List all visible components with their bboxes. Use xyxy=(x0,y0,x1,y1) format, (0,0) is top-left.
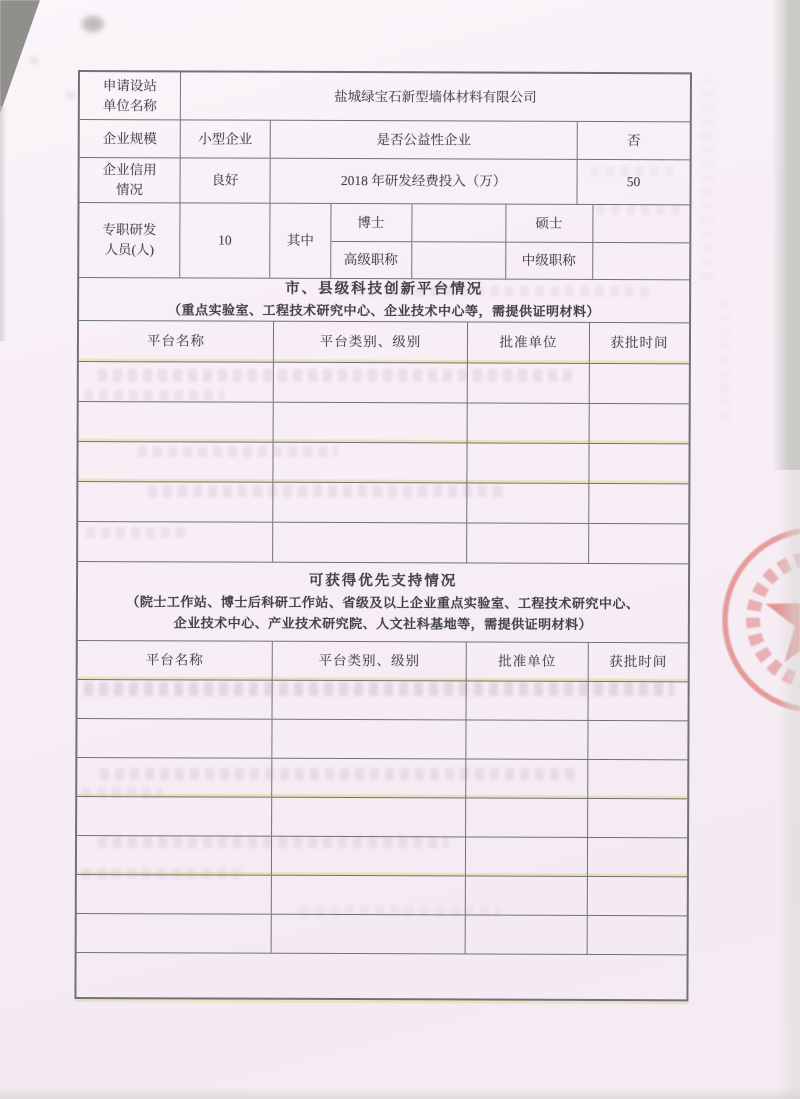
priority-support-column-headers xyxy=(78,640,688,681)
empty-cell xyxy=(465,759,587,797)
among-label: 其中 xyxy=(269,204,330,278)
section-city-platforms-header xyxy=(79,278,689,322)
empty-cell xyxy=(587,877,687,915)
paper-right-edge xyxy=(778,470,800,1099)
empty-cell xyxy=(587,916,687,954)
paper-right-edge xyxy=(772,0,800,470)
empty-table-row xyxy=(77,796,687,837)
section-city-platforms-subtitle: （重点实验室、工程技术研究中心、企业技术中心等，需提供证明材料） xyxy=(168,302,601,320)
scanner-corner-shadow xyxy=(0,0,60,130)
empty-cell xyxy=(465,720,587,758)
empty-cell xyxy=(77,914,271,953)
empty-table-row xyxy=(77,757,687,798)
empty-cell xyxy=(271,720,465,759)
empty-table-row xyxy=(78,521,688,563)
row-applicant xyxy=(80,72,690,121)
empty-cell xyxy=(467,403,589,442)
empty-cell xyxy=(271,837,465,876)
column-header-platform-name: 平台名称 xyxy=(146,333,205,349)
empty-cell xyxy=(273,363,467,403)
rnd-fund-value: 50 xyxy=(576,160,689,204)
empty-cell xyxy=(78,522,272,562)
city-platforms-column-headers xyxy=(79,320,689,363)
empty-table-row xyxy=(77,835,687,876)
section-priority-support-header xyxy=(78,562,688,642)
staff-breakdown xyxy=(330,204,689,279)
row-section-priority-support xyxy=(78,561,688,642)
credit-value: 良好 xyxy=(179,158,269,202)
section-priority-support-subtitle-1: （院士工作站、博士后科研工作站、省级及以上企业重点实验室、工程技术研究中心、 xyxy=(126,593,640,611)
bleedthrough-ghost xyxy=(720,300,730,420)
applicant-label: 申请设站 单位名称 xyxy=(102,78,157,113)
empty-cell xyxy=(272,483,466,523)
empty-table-row xyxy=(77,718,687,759)
empty-cell xyxy=(272,681,466,720)
doctor-value xyxy=(411,204,505,241)
scale-label: 企业规模 xyxy=(102,130,157,147)
master-value xyxy=(592,205,690,242)
empty-cell xyxy=(465,837,587,875)
empty-cell xyxy=(77,758,271,797)
column-header-approving-unit: 批准单位 xyxy=(466,642,588,680)
bottom-full-width-row xyxy=(76,952,686,999)
empty-cell xyxy=(466,483,588,522)
row-section-city-platforms xyxy=(79,277,689,322)
row-rnd-staff xyxy=(79,202,689,279)
middle-title-label: 中级职称 xyxy=(505,243,592,279)
section-city-platforms-title: 市、县级科技创新平台情况 xyxy=(285,280,484,298)
row-credit xyxy=(79,157,689,204)
empty-cell xyxy=(587,838,687,876)
empty-table-row xyxy=(77,913,687,954)
senior-title-label: 高级职称 xyxy=(343,252,398,268)
empty-cell xyxy=(77,797,271,836)
applicant-company-name: 盐城绿宝石新型墙体材料有限公司 xyxy=(180,72,690,121)
empty-cell xyxy=(79,362,273,402)
empty-table-row xyxy=(78,679,688,720)
staff-breakdown-row-1 xyxy=(331,204,690,242)
empty-cell xyxy=(466,681,588,719)
empty-cell xyxy=(271,798,465,837)
empty-cell xyxy=(271,915,465,954)
empty-table-row xyxy=(78,441,688,483)
empty-cell xyxy=(77,836,271,875)
rnd-staff-value: 10 xyxy=(179,203,269,277)
empty-cell xyxy=(465,798,587,836)
empty-cell xyxy=(466,523,588,562)
empty-cell xyxy=(589,404,689,443)
empty-table-row xyxy=(78,481,688,523)
empty-cell xyxy=(465,915,587,953)
column-header-approving-unit: 批准单位 xyxy=(467,322,589,362)
section-priority-support-subtitle-2: 企业技术中心、产业技术研究院、人文社科基地等，需提供证明材料） xyxy=(173,614,593,632)
empty-cell xyxy=(78,482,272,522)
master-label: 硕士 xyxy=(505,205,592,242)
credit-label: 企业信用 情况 xyxy=(102,162,157,198)
empty-cell xyxy=(79,402,273,442)
doctor-label: 博士 xyxy=(357,214,385,230)
empty-cell xyxy=(272,523,466,563)
empty-cell xyxy=(78,442,272,482)
empty-cell xyxy=(272,443,466,483)
rnd-staff-label: 专职研发 人员(人) xyxy=(102,222,157,258)
empty-cell xyxy=(587,760,687,798)
public-welfare-label: 是否公益性企业 xyxy=(270,121,577,159)
application-form-table xyxy=(74,70,692,1001)
section-priority-support-title: 可获得优先支持情况 xyxy=(308,572,458,590)
column-header-platform-name: 平台名称 xyxy=(145,652,204,668)
empty-cell xyxy=(588,682,688,720)
middle-title-value xyxy=(592,243,690,279)
empty-table-row xyxy=(77,874,687,915)
empty-table-row xyxy=(79,401,689,443)
empty-cell xyxy=(76,953,686,999)
empty-cell xyxy=(271,759,465,798)
staff-breakdown-row-2 xyxy=(331,241,690,279)
row-enterprise-scale xyxy=(80,119,690,159)
public-welfare-value: 否 xyxy=(577,122,690,159)
column-header-approval-time: 获批时间 xyxy=(588,643,688,681)
paper-bottom-edge xyxy=(0,1088,800,1099)
paper-left-edge xyxy=(0,106,7,341)
empty-cell xyxy=(78,680,272,719)
empty-cell xyxy=(271,876,465,915)
rnd-fund-label: 2018 年研发经费投入（万） xyxy=(269,159,576,204)
column-header-platform-type: 平台类别、级别 xyxy=(272,642,466,681)
empty-cell xyxy=(588,484,688,523)
empty-cell xyxy=(466,443,588,482)
senior-title-value xyxy=(411,242,505,278)
column-header-platform-type: 平台类别、级别 xyxy=(273,322,467,363)
scan-smudge xyxy=(30,58,38,64)
empty-cell xyxy=(587,721,687,759)
column-header-approval-time: 获批时间 xyxy=(589,323,689,363)
scan-smudge xyxy=(82,16,104,32)
empty-cell xyxy=(77,875,271,914)
empty-cell xyxy=(465,876,587,914)
empty-cell xyxy=(589,364,689,403)
empty-cell xyxy=(467,363,589,402)
empty-table-row xyxy=(79,361,689,403)
empty-cell xyxy=(587,799,687,837)
empty-cell xyxy=(588,524,688,563)
empty-cell xyxy=(273,403,467,443)
scale-value: 小型企业 xyxy=(180,120,270,157)
scan-smudge xyxy=(66,92,74,98)
empty-cell xyxy=(77,719,271,758)
empty-cell xyxy=(588,444,688,483)
bleedthrough-ghost xyxy=(700,80,714,280)
